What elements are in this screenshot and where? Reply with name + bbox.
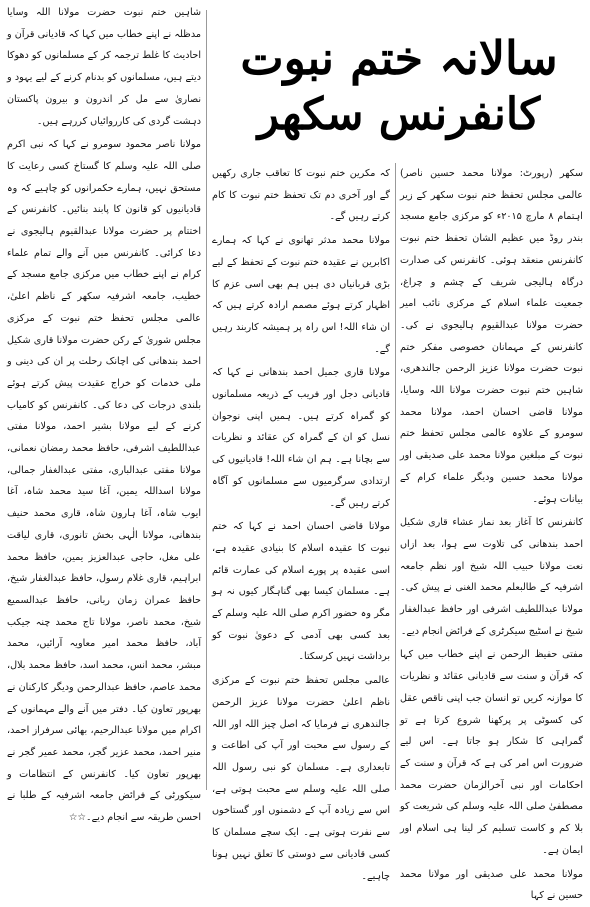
headline-line-2: کانفرنس سکھر (257, 89, 541, 140)
paragraph: کہ مکرین ختم نبوت کا تعاقب جاری رکھیں گے اور آخری دم تک تحفظ ختم نبوت کا کام کرتے رہیں گے۔ (212, 168, 390, 223)
article-column-right (398, 163, 585, 902)
paragraph: مولانا محمد علی صدیقی اور مولانا محمد حسین نے کہا (400, 868, 583, 902)
paragraph: مولانا محمد مدثر تھانوی نے کہا کہ ہمارے اکابرین نے عقیدہ ختم نبوت کے تحفظ کے لیے بڑی قربانیاں دی ہیں ہم بھی اسی عزم کا اظہار کرتے ہوئے مصمم ارادہ کرتے ہیں کہ ان شاء اللہ! اس راہ پر ہمیشہ کاربند رہیں گے۔ (212, 235, 390, 355)
article-column-middle (210, 163, 392, 882)
article-headline (213, 30, 585, 155)
headline-line-1: سالانہ ختم نبوت (240, 31, 558, 85)
paragraph: شاہین ختم نبوت حضرت مولانا اللہ وسایا مدظلہ نے اپنے خطاب میں کہا کہ قادیانی قرآن و احادیث کا غلط ترجمہ کر کے مسلمانوں کو دھوکا دیتے ہیں، مسلمانوں کو بدنام کرنے کے لیے یہود و نصاریٰ سے مل کر اندرون و بیرون پاکستان دہشت گردی کی کارروائیاں کررہے ہیں۔ (7, 7, 201, 127)
paragraph: کانفرنس کا آغاز بعد نماز عشاء قاری شکیل احمد بندھانی کی تلاوت سے ہوا، بعد ازاں نعت مولانا حبیب اللہ شیخ اور نظم جامعہ اشرفیہ کے طالبعلم محمد الغنی نے پیش کی۔ مولانا عبداللطیف اشرفی اور حافظ عبدالغفار شیخ نے اسٹیج سیکرٹری کے فرائض انجام دیے۔ (400, 517, 583, 637)
paragraph: مولانا ناصر محمود سومرو نے کہا کہ نبی اکرم صلی اللہ علیہ وسلم کا گستاخ کسی رعایت کا مستحق نہیں، ہمارے حکمرانوں کو چاہیے کہ وہ قادیانیوں کو قانون کا پابند بنائیں۔ کانفرنس کے اختتام پر حضرت مولانا عبدالقیوم ہالیجوی نے دعا کرائی۔ کانفرنس میں آنے والے تمام علماء کرام نے اپنے خطاب میں مرکزی جامع مسجد کے خطیب، جامعہ اشرفیہ سکھر کے ناظم اعلیٰ، عالمی مجلس تحفظ ختم نبوت کے مرکزی مجلس شوریٰ کے رکن حضرت مولانا قاری شکیل احمد بندھانی کی اچانک رحلت پر ان کی دینی و ملی خدمات کو خراج عقیدت پیش کرتے ہوئے بلندی درجات کی دعا کی۔ کانفرنس کو کامیاب کرنے کے لیے مولانا بشیر احمد، مولانا مفتی عبداللطیف اشرفی، حافظ محمد رمضان نعمانی، مولانا مفتی عبدالباری، مفتی عبدالغفار جمالی، مولانا اسداللہ یمین، آغا سید محمد شاہ، آغا ایوب شاہ، آغا ہارون شاہ، قاری محمد حنیف بندھانی، مولانا الٰہی بخش تانوری، قاری لیاقت علی مغل، حاجی عبدالعزیز یمین، حافظ محمد ابراہیم، قاری غلام رسول، حافظ عبدالغفار شیخ، حافظ عمران زمان ربانی، حافظ عبدالسمیع شیخ، محمد ناصر، مولانا تاج محمد چنہ جیکب آباد، حافظ محمد امیر معاویہ آرائیں، محمد مبشر، محمد انس، محمد اسد، حافظ محمد بلال، محمد عاصم، حافظ عبدالرحمن ودیگر کارکنان نے بھرپور تعاون کیا۔ دفتر میں آنے والے مہمانوں کے اکرام میں مولانا عبدالرحیم، بھائی سرفراز احمد، منیر احمد، محمد عزیر گجر، محمد عمیر گجر نے بھرپور تعاون کیا۔ کانفرنس کے انتظامات و سیکورٹی کے فرائض جامعہ اشرفیہ کے طلبا نے احسن طریقہ سے انجام دیے۔☆☆ (7, 139, 201, 824)
column-divider (206, 10, 207, 790)
paragraph: مولانا قاضی احسان احمد نے کہا کہ ختم نبوت کا عقیدہ اسلام کا بنیادی عقیدہ ہے، اسی عقیدہ پر پورے اسلام کی عمارت قائم ہے۔ مسلمان کیسا بھی گناہگار کیوں نہ ہو مگر وہ حضور اکرم صلی اللہ علیہ وسلم کے بعد کسی بھی آدمی کے دعویٰ نبوت کو برداشت نہیں کرسکتا۔ (212, 521, 390, 663)
paragraph: عالمی مجلس تحفظ ختم نبوت کے مرکزی ناظم اعلیٰ حضرت مولانا عزیز الرحمن جالندھری نے فرمایا کہ اصل چیز اللہ اور اللہ کے رسول سے محبت اور آپ کی اطاعت و تابعداری ہے۔ مسلمان کو نبی رسول اللہ صلی اللہ علیہ وسلم سے محبت ہوتی ہے، اس سے زیادہ آپ کے دشمنوں اور گستاخوں سے نفرت ہوتی ہے۔ ایک سچے مسلمان کا کسی قادیانی سے دوستی کا تعلق نہیں ہونا چاہیے۔ (212, 675, 390, 882)
paragraph: سکھر (رپورٹ: مولانا محمد حسین ناصر) عالمی مجلس تحفظ ختم نبوت سکھر کے زیر اہتمام ۸ مارچ ۲۰۱۵ء کو مرکزی جامع مسجد بندر روڈ میں عظیم الشان تحفظ ختم نبوت کانفرنس منعقد ہوئی۔ کانفرنس کی صدارت درگاہ ہالیجی شریف کے چشم و چراغ، جمعیت علماء اسلام کے مرکزی نائب امیر حضرت مولانا عبدالقیوم ہالیجوی نے کی۔ کانفرنس کے مہمانان خصوصی مفکر ختم نبوت حضرت مولانا عزیز الرحمن جالندھری، شاہین ختم نبوت حضرت مولانا اللہ وسایا، مولانا قاضی احسان احمد، مولانا محمد سومرو کے علاوہ عالمی مجلس تحفظ ختم نبوت کے مبلغین مولانا محمد علی صدیقی اور مولانا محمد حسین ودیگر علماء کرام کے بیانات ہوئے۔ (400, 168, 583, 505)
paragraph: مفتی حفیظ الرحمن نے اپنے خطاب میں کہا کہ قرآن و سنت سے قادیانی عقائد و نظریات کا موازنہ کریں تو انسان جب اپنی ناقص عقل کی کسوٹی پر پرکھنا شروع کرتا ہے تو گمراہی کا شکار ہو جاتا ہے۔ اس لیے ضرورت اس امر کی ہے کہ قرآن و سنت کے احکامات اور نبی آخرالزمان حضرت محمد مصطفیٰ صلی اللہ علیہ وسلم کی شریعت کو بلا کم و کاست تسلیم کر لینا ہی اسلام اور ایمان ہے۔ (400, 649, 583, 856)
paragraph: مولانا قاری جمیل احمد بندھانی نے کہا کہ قادیانی دجل اور فریب کے ذریعہ مسلمانوں کو گمراہ کرتے ہیں۔ ہمیں اپنی نوجوان نسل کو ان کے گمراہ کن عقائد و نظریات سے بچانا ہے۔ ہم ان شاء اللہ! قادیانیوں کی ارتدادی سرگرمیوں سے مسلمانوں کو آگاہ کرتے رہیں گے۔ (212, 367, 390, 509)
column-divider (395, 163, 396, 790)
article-column-left (5, 2, 203, 824)
